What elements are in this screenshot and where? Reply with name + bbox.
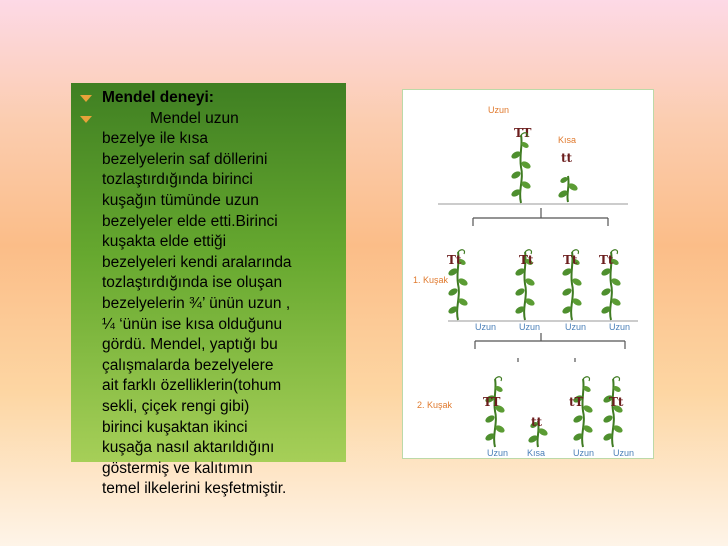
gen2-genotype: tt	[531, 415, 543, 429]
generation1-label: 1. Kuşak	[413, 275, 449, 285]
tall-plant-icon	[510, 133, 532, 203]
bullet-title: Mendel deneyi:	[102, 89, 214, 106]
parent-label-tall: Uzun	[488, 105, 510, 115]
pea-cross-diagram	[403, 90, 653, 458]
short-plant-icon	[557, 176, 579, 202]
gen1-phenotype: Uzun	[565, 322, 587, 332]
gen1-phenotype: Uzun	[475, 322, 497, 332]
gen2-genotype: Tt	[609, 395, 624, 409]
bracket-gen1	[473, 208, 608, 226]
bullet-text-row	[78, 109, 353, 500]
parent-genotype-short: tt	[561, 151, 573, 165]
gen1-genotype: Tt	[599, 253, 614, 267]
parent-genotype-tall: TT	[514, 126, 532, 140]
gen1-genotype: Tt	[563, 253, 578, 267]
gen2-genotype: tT	[569, 395, 584, 409]
gen1-phenotype: Uzun	[519, 322, 541, 332]
gen1-genotype: Tt	[519, 253, 534, 267]
gen2-plant-icon	[602, 377, 624, 447]
gen2-phenotype: Kısa	[527, 448, 546, 458]
gen2-genotype: TT	[483, 395, 501, 409]
gen2-phenotype: Uzun	[573, 448, 595, 458]
gen2-phenotype: Uzun	[613, 448, 635, 458]
gen2-phenotype: Uzun	[487, 448, 509, 458]
gen2-plant-icon	[484, 377, 506, 447]
gen1-phenotype: Uzun	[609, 322, 631, 332]
bracket-gen2	[475, 333, 625, 362]
bullet-arrow-icon	[80, 116, 92, 123]
bullet-arrow-icon	[80, 95, 92, 102]
gen1-genotype: Tt	[447, 253, 462, 267]
bullet-paragraph: Mendel uzun bezelye ile kısa bezelyelerin saf döllerini tozlaştırdığında birinci kuşağın tümünde uzun bezelyeler elde etti.Birinci kuşakta elde ettiği bezelyeleri kendi aralarında tozlaştırdığında ise oluşan bezelyelerin ¾’ ünün uzun , ¼ ‘ünün ise kısa olduğunu gördü. Mendel, yaptığı bu çalışmalarda bezelyelere ait farklı özelliklerin(tohum sekli, çiçek rengi gibi) birinci kuşaktan ikinci kuşağa nasıl aktarıldığını göstermiş ve kalıtımın temel ilkelerini keşfetmiştir.	[102, 109, 292, 498]
parent-label-short: Kısa	[558, 135, 577, 145]
generation2-label: 2. Kuşak	[417, 400, 453, 410]
mendel-pea-figure	[402, 89, 654, 459]
text-content	[78, 88, 353, 500]
gen2-plant-icon	[572, 377, 594, 447]
bullet-title-row	[78, 88, 353, 109]
